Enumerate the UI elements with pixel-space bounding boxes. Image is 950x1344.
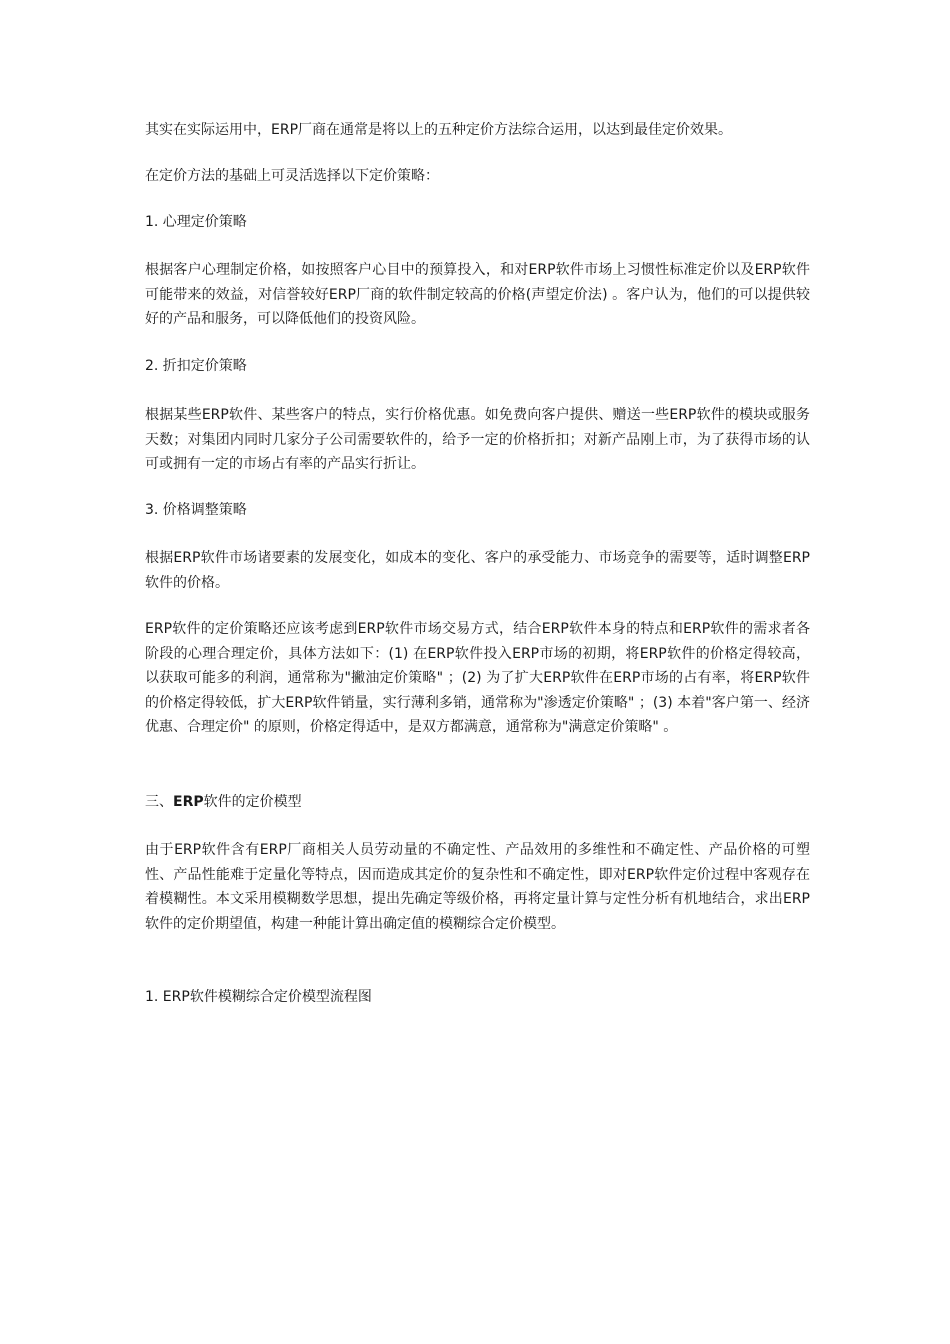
paragraph-price-adjustment: 根据ERP软件市场诸要素的发展变化，如成本的变化、客户的承受能力、市场竞争的需要等，适时调整ERP软件的价格。 [145,550,810,591]
paragraph-strategy-lead: 在定价方法的基础上可灵活选择以下定价策略： [145,168,439,184]
heading-price-adjustment: 3. 价格调整策略 [145,502,247,518]
paragraph-discount-pricing: 根据某些ERP软件、某些客户的特点，实行价格优惠。如免费向客户提供、赠送一些ERP软件的模块或服务天数；对集团内同时几家分子公司需要软件的，给予一定的价格折扣；对新产品刚上市，为了获得市场的认可或拥有一定的市场占有率的产品实行折让。 [145,407,810,472]
paragraph-pricing-strategy-methods: ERP软件的定价策略还应该考虑到ERP软件市场交易方式，结合ERP软件本身的特点和ERP软件的需求者各阶段的心理合理定价，具体方法如下：(1) 在ERP软件投入ERP市场的初期，将ERP软件的价格定得较高，以获取可能多的利润，通常称为"撇油定价策略" ；(2) 为了扩大ERP软件在ERP市场的占有率，将ERP软件的价格定得较低，扩大ERP软件销量，实行薄利多销，通常称为"渗透定价策略" ；(3) 本着"客户第一、经济优惠、合理定价" 的原则，价格定得适中，是双方都满意，通常称为"满意定价策略" 。 [145,621,810,735]
heading-discount-pricing: 2. 折扣定价策略 [145,358,247,374]
section-title-text: 软件的定价模型 [203,794,302,810]
paragraph-intro: 其实在实际运用中，ERP厂商在通常是将以上的五种定价方法综合运用，以达到最佳定价效果。 [145,122,733,138]
heading-psychological-pricing: 1. 心理定价策略 [145,214,247,230]
section-number: 三、 [145,794,173,810]
heading-model-flowchart: 1. ERP软件模糊综合定价模型流程图 [145,989,372,1005]
section-bold-term: ERP [173,794,204,810]
paragraph-psychological-pricing: 根据客户心理制定价格，如按照客户心目中的预算投入，和对ERP软件市场上习惯性标准定价以及ERP软件可能带来的效益，对信誉较好ERP厂商的软件制定较高的价格(声望定价法) 。客户认为，他们的可以提供较好的产品和服务，可以降低他们的投资风险。 [145,262,810,327]
heading-section-three [145,790,810,815]
paragraph-pricing-model: 由于ERP软件含有ERP厂商相关人员劳动量的不确定性、产品效用的多维性和不确定性、产品价格的可塑性、产品性能难于定量化等特点，因而造成其定价的复杂性和不确定性，即对ERP软件定价过程中客观存在着模糊性。本文采用模糊数学思想，提出先确定等级价格，再将定量计算与定性分析有机地结合，求出ERP软件的定价期望值，构建一种能计算出确定值的模糊综合定价模型。 [145,842,810,932]
